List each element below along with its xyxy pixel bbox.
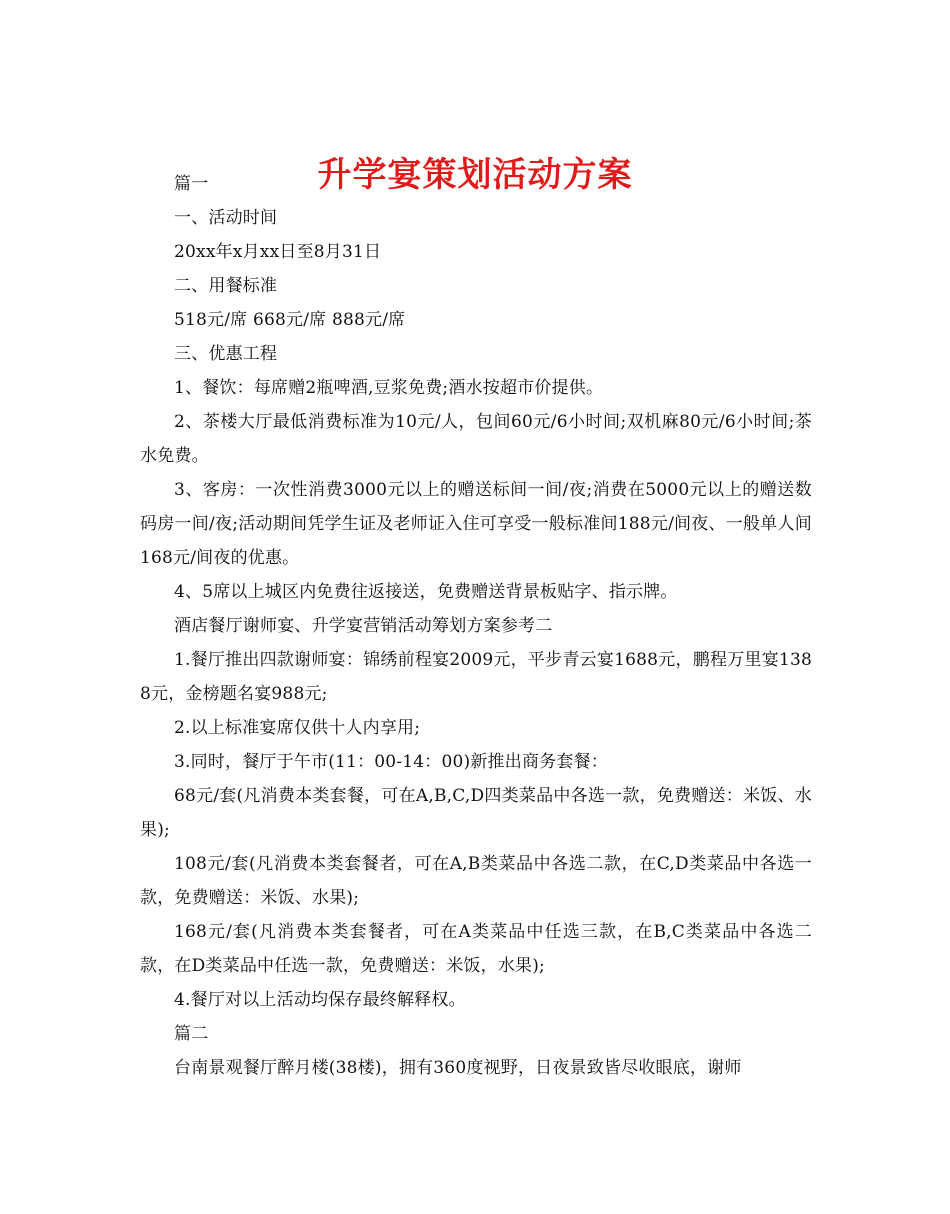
paragraph-13: 2.以上标准宴席仅供十人内享用; (174, 718, 421, 738)
paragraph-3: 20xx年x月xx日至8月31日 (174, 242, 382, 262)
paragraph-5: 518元/席 668元/席 888元/席 (174, 310, 406, 330)
paragraph-15: 68元/套(凡消费本类套餐，可在A,B,C,D四类菜品中各选一款，免费赠送：米饭、水果); (140, 786, 812, 840)
paragraph-16: 108元/套(凡消费本类套餐者，可在A,B类菜品中各选二款，在C,D类菜品中各选一款，免费赠送：米饭、水果); (140, 854, 812, 908)
document-title: 升学宴策划活动方案 (317, 154, 633, 195)
paragraph-14: 3.同时，餐厅于午市(11：00-14：00)新推出商务套餐： (174, 752, 608, 772)
paragraph-9: 3、客房：一次性消费3000元以上的赠送标间一间/夜;消费在5000元以上的赠送数码房一间/夜;活动期间凭学生证及老师证入住可享受一般标准间188元/间夜、一般单人间168元/间夜的优惠。 (140, 480, 812, 568)
paragraph-18: 4.餐厅对以上活动均保存最终解释权。 (174, 990, 466, 1010)
paragraph-1: 篇一 (174, 174, 209, 194)
paragraph-2: 一、活动时间 (174, 208, 278, 228)
paragraph-8: 2、茶楼大厅最低消费标准为10元/人，包间60元/6小时间;双机麻80元/6小时间;茶水免费。 (140, 412, 812, 466)
paragraph-10: 4、5席以上城区内免费往返接送，免费赠送背景板贴字、指示牌。 (174, 582, 678, 602)
paragraph-4: 二、用餐标准 (174, 276, 278, 296)
paragraph-6: 三、优惠工程 (174, 344, 278, 364)
paragraph-7: 1、餐饮：每席赠2瓶啤酒,豆浆免费;酒水按超市价提供。 (174, 378, 604, 398)
paragraph-17: 168元/套(凡消费本类套餐者，可在A类菜品中任选三款，在B,C类菜品中各选二款，在D类菜品中任选一款，免费赠送：米饭，水果); (140, 922, 812, 976)
paragraph-11: 酒店餐厅谢师宴、升学宴营销活动筹划方案参考二 (174, 616, 553, 636)
paragraph-19: 篇二 (174, 1024, 209, 1044)
paragraph-20: 台南景观餐厅醉月楼(38楼)，拥有360度视野，日夜景致皆尽收眼底，谢师 (174, 1058, 742, 1078)
paragraph-12: 1.餐厅推出四款谢师宴：锦绣前程宴2009元，平步青云宴1688元，鹏程万里宴1388元，金榜题名宴988元; (140, 650, 812, 704)
document-body (140, 167, 812, 1085)
